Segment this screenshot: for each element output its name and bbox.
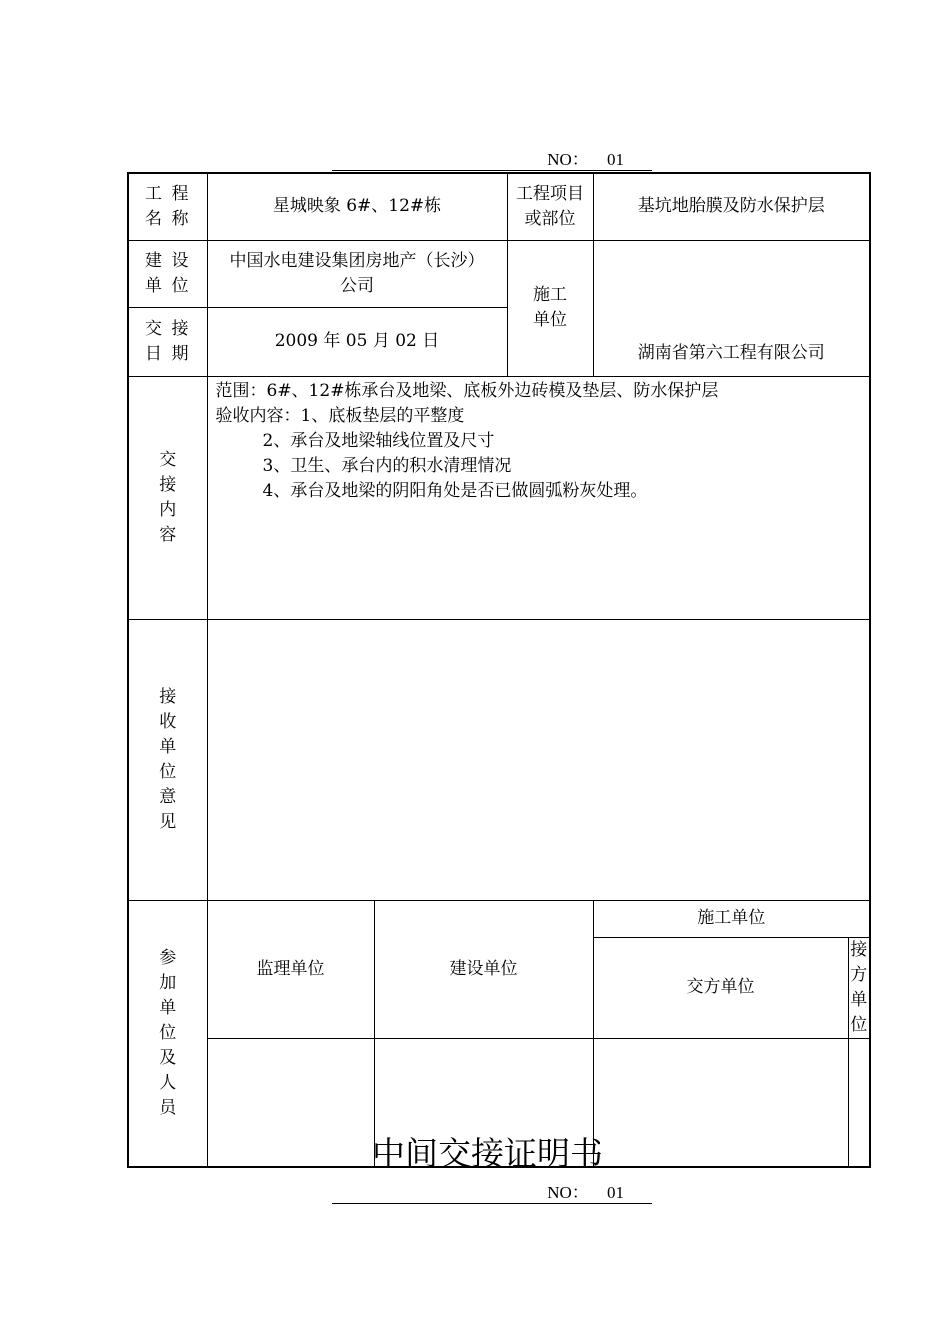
contractor-unit-header: 施工单位	[593, 900, 870, 937]
document-title: 中间交接证明书	[372, 1134, 603, 1173]
handover-form-table	[127, 172, 871, 1168]
contractor-label: 施工 单位	[507, 240, 593, 376]
project-item-value: 基坑地胎膜及防水保护层	[593, 173, 870, 240]
handover-content-body	[207, 376, 870, 619]
handover-date-label: 交 接 日 期	[128, 307, 207, 376]
content-line: 2、承台及地梁轴线位置及尺寸	[262, 430, 495, 451]
handing-over-unit-header: 交方单位	[593, 937, 848, 1038]
construction-unit-label: 建 设 单 位	[128, 240, 207, 307]
receiver-opinion-field[interactable]	[207, 619, 870, 900]
supervisor-unit-header: 监理单位	[207, 900, 374, 1038]
content-line: 3、卫生、承台内的积水清理情况	[262, 455, 512, 476]
no-value: 01	[607, 150, 624, 169]
participants-label: 参 加 单 位 及 人 员	[128, 900, 207, 1167]
document-number-bottom	[332, 1183, 652, 1204]
handover-date-value: 2009 年 05 月 02 日	[207, 307, 507, 376]
receiving-unit-header: 接方单位	[848, 937, 870, 1038]
contractor-value: 湖南省第六工程有限公司	[593, 240, 870, 376]
project-name-label: 工 程 名 称	[128, 173, 207, 240]
no-value: 01	[607, 1183, 624, 1202]
content-line: 验收内容：1、底板垫层的平整度	[215, 405, 465, 426]
handover-content-label: 交 接 内 容	[128, 376, 207, 619]
content-line: 范围：6#、12#栋承台及地梁、底板外边砖模及垫层、防水保护层	[215, 380, 719, 401]
content-line: 4、承台及地梁的阴阳角处是否已做圆弧粉灰处理。	[262, 480, 648, 501]
project-name-value: 星城映象 6#、12#栋	[207, 173, 507, 240]
construction-unit-value: 中国水电建设集团房地产（长沙） 公司	[207, 240, 507, 307]
receiver-opinion-label: 接 收 单 位 意 见	[128, 619, 207, 900]
no-label: NO：	[547, 1183, 589, 1202]
project-item-label: 工程项目 或部位	[507, 173, 593, 240]
document-number-top	[332, 150, 652, 171]
no-label: NO：	[547, 150, 589, 169]
builder-unit-header: 建设单位	[374, 900, 593, 1038]
